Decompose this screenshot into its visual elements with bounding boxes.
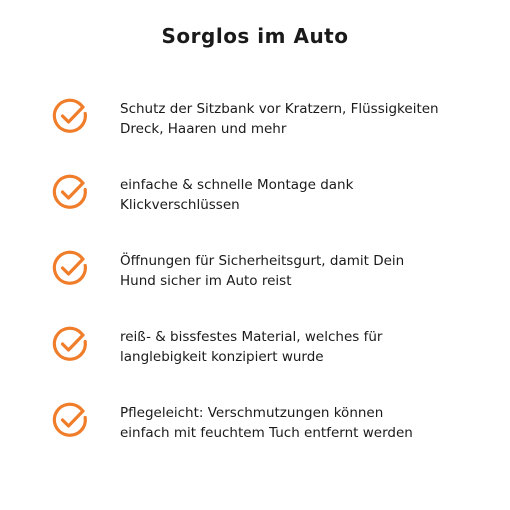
feature-line: reiß- & bissfestes Material, welches für [120, 329, 383, 345]
feature-line: Dreck, Haaren und mehr [120, 121, 287, 137]
check-circle-icon [50, 324, 90, 364]
feature-text [120, 403, 470, 443]
page-title: Sorglos im Auto [161, 24, 349, 48]
feature-line: Hund sicher im Auto reist [120, 273, 292, 289]
feature-text [120, 175, 470, 215]
feature-item [50, 248, 470, 292]
feature-line: Öffnungen für Sicherheitsgurt, damit Dein [120, 253, 405, 269]
feature-text [120, 327, 470, 367]
feature-line: Schutz der Sitzbank vor Kratzern, Flüssigkeiten [120, 101, 439, 117]
feature-line: Pflegeleicht: Verschmutzungen können [120, 405, 384, 421]
feature-item [50, 400, 470, 444]
feature-line: Klickverschlüssen [120, 197, 240, 213]
feature-text [120, 99, 470, 139]
feature-item [50, 324, 470, 368]
check-circle-icon [50, 172, 90, 212]
feature-line: einfach mit feuchtem Tuch entfernt werden [120, 425, 413, 441]
feature-item [50, 96, 470, 140]
check-circle-icon [50, 400, 90, 440]
check-circle-icon [50, 96, 90, 136]
feature-line: langlebigkeit konzipiert wurde [120, 349, 324, 365]
feature-line: einfache & schnelle Montage dank [120, 177, 354, 193]
check-circle-icon [50, 248, 90, 288]
feature-text [120, 251, 470, 291]
feature-item [50, 172, 470, 216]
